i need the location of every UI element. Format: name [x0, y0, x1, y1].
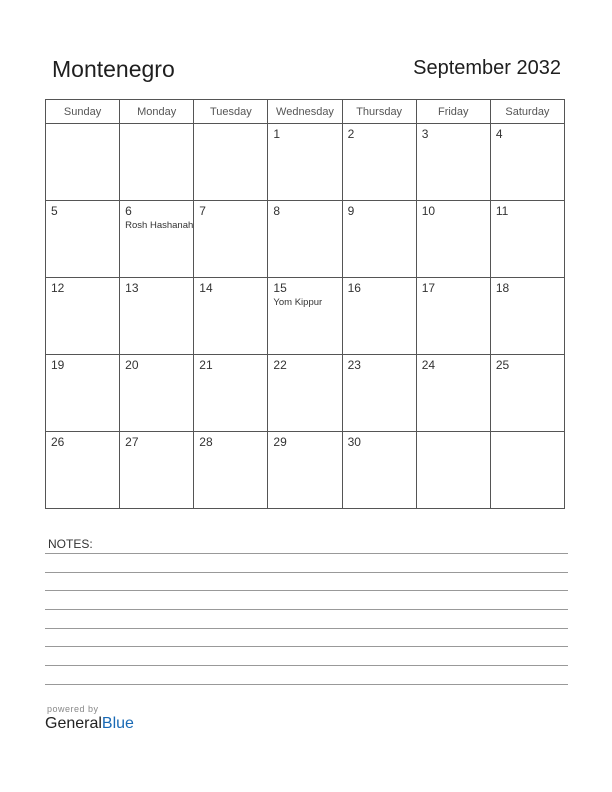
day-number: 7: [199, 204, 206, 218]
empty-day-cell: [46, 124, 120, 201]
day-number: 28: [199, 435, 213, 449]
day-number: 15: [273, 281, 287, 295]
week-row: [46, 278, 565, 355]
day-cell: [416, 355, 490, 432]
country-title: Montenegro: [52, 56, 175, 82]
day-number: 19: [51, 358, 65, 372]
notes-line: [45, 609, 568, 610]
day-number: 27: [125, 435, 139, 449]
day-cell: [120, 355, 194, 432]
notes-line: [45, 590, 568, 591]
logo-blue: Blue: [101, 715, 134, 732]
day-cell: [342, 278, 416, 355]
day-cell: [268, 278, 342, 355]
week-row: [46, 355, 565, 432]
notes-line: [45, 553, 568, 554]
day-cell: [120, 278, 194, 355]
day-number: 1: [273, 127, 281, 141]
day-number: 18: [495, 281, 510, 295]
notes-label: NOTES:: [48, 537, 93, 551]
day-cell: [342, 124, 416, 201]
day-number: 30: [347, 435, 361, 449]
day-cell: [268, 355, 342, 432]
day-number: 5: [51, 204, 58, 218]
week-row: [46, 124, 565, 201]
generalblue-logo: [45, 715, 134, 733]
empty-day-cell: [490, 432, 564, 509]
day-cell: [342, 201, 416, 278]
day-number: 23: [347, 358, 361, 372]
day-cell: [490, 278, 564, 355]
notes-line: [45, 646, 568, 647]
day-cell: [194, 278, 268, 355]
weekday-wednesday: Wednesday: [268, 100, 342, 124]
day-number: 20: [125, 358, 139, 372]
day-cell: [46, 278, 120, 355]
day-number: 6: [125, 204, 132, 218]
day-number: 24: [421, 358, 436, 372]
day-cell: [416, 124, 490, 201]
day-number: 14: [199, 281, 213, 295]
day-cell: [490, 124, 564, 201]
day-cell: [120, 432, 194, 509]
weekday-header-row: [46, 100, 565, 124]
empty-day-cell: [120, 124, 194, 201]
day-cell: [194, 355, 268, 432]
day-cell: [342, 432, 416, 509]
day-cell: [490, 201, 564, 278]
day-cell: [46, 201, 120, 278]
empty-day-cell: [416, 432, 490, 509]
weekday-tuesday: Tuesday: [194, 100, 268, 124]
weekday-sunday: Sunday: [46, 100, 120, 124]
day-number: 21: [199, 358, 213, 372]
day-number: 16: [347, 281, 361, 295]
week-row: [46, 201, 565, 278]
powered-by-text: powered by: [47, 704, 99, 714]
day-number: 25: [495, 358, 510, 372]
notes-line: [45, 684, 568, 685]
logo-general: General: [45, 715, 102, 732]
day-cell: [194, 201, 268, 278]
day-cell: [268, 432, 342, 509]
day-cell: [268, 124, 342, 201]
notes-line: [45, 628, 568, 629]
day-cell: [194, 432, 268, 509]
day-number: 13: [125, 281, 139, 295]
day-number: 2: [347, 127, 355, 141]
month-year-title: September 2032: [413, 57, 561, 79]
weekday-monday: Monday: [120, 100, 194, 124]
day-number: 12: [51, 281, 65, 295]
day-cell: [120, 201, 194, 278]
holiday-label: Rosh Hashanah: [125, 220, 194, 231]
day-number: 29: [273, 435, 287, 449]
day-cell: [342, 355, 416, 432]
weekday-thursday: Thursday: [342, 100, 416, 124]
day-number: 10: [421, 204, 436, 218]
notes-line: [45, 665, 568, 666]
day-cell: [416, 278, 490, 355]
generalblue-brand: [45, 704, 134, 733]
holiday-label: Yom Kippur: [273, 297, 323, 308]
day-number: 17: [421, 281, 436, 295]
empty-day-cell: [194, 124, 268, 201]
day-number: 3: [421, 127, 429, 141]
week-row: [46, 432, 565, 509]
day-cell: [46, 432, 120, 509]
day-number: 8: [273, 204, 281, 218]
day-number: 26: [51, 435, 65, 449]
notes-line: [45, 572, 568, 573]
day-number: 11: [495, 204, 509, 218]
day-cell: [46, 355, 120, 432]
day-number: 22: [273, 358, 287, 372]
day-cell: [490, 355, 564, 432]
day-number: 9: [347, 204, 355, 218]
calendar-grid: [45, 99, 565, 509]
day-cell: [268, 201, 342, 278]
day-number: 4: [495, 127, 503, 141]
weekday-saturday: Saturday: [490, 100, 564, 124]
weekday-friday: Friday: [416, 100, 490, 124]
day-cell: [416, 201, 490, 278]
